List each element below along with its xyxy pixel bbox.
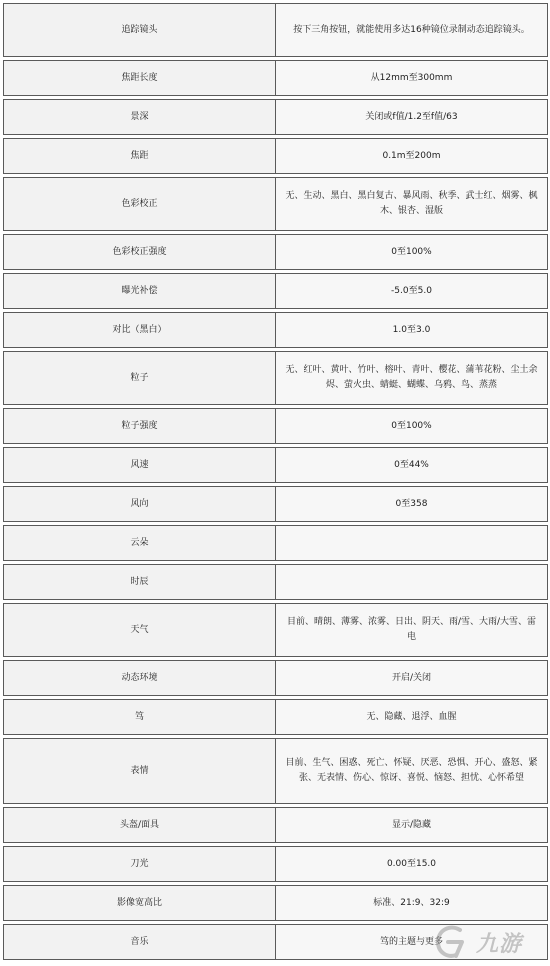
table-row	[3, 3, 548, 57]
table-row	[3, 738, 548, 804]
table-row	[3, 99, 548, 135]
table-row	[3, 699, 548, 735]
row-label: 风速	[3, 447, 275, 483]
row-value: 开启/关闭	[275, 660, 548, 696]
row-label: 刀光	[3, 846, 275, 882]
row-label: 粒子强度	[3, 408, 275, 444]
row-label: 景深	[3, 99, 275, 135]
row-label: 色彩校正强度	[3, 234, 275, 270]
row-label: 表情	[3, 738, 275, 804]
table-row	[3, 486, 548, 522]
row-label: 焦距	[3, 138, 275, 174]
row-value	[275, 564, 548, 600]
table-row	[3, 60, 548, 96]
row-label: 云朵	[3, 525, 275, 561]
table-row	[3, 138, 548, 174]
table-row	[3, 177, 548, 231]
row-label: 影像宽高比	[3, 885, 275, 921]
row-label: 对比（黑白）	[3, 312, 275, 348]
watermark-text: 九游	[476, 931, 523, 957]
table-row	[3, 603, 548, 657]
row-value	[275, 525, 548, 561]
row-value: -5.0至5.0	[275, 273, 548, 309]
row-label: 风向	[3, 486, 275, 522]
row-label: 天气	[3, 603, 275, 657]
table-row	[3, 525, 548, 561]
row-value: 无、隐藏、退浮、血腥	[275, 699, 548, 735]
table-body	[3, 3, 548, 960]
table-row	[3, 885, 548, 921]
table-row	[3, 351, 548, 405]
table-row	[3, 312, 548, 348]
row-value: 无、红叶、黄叶、竹叶、榕叶、青叶、樱花、蒲苇花粉、尘土余烬、萤火虫、蜻蜓、蝴蝶、乌鸦、鸟、蒸蒸	[275, 351, 548, 405]
watermark	[432, 922, 544, 962]
row-value: 0至100%	[275, 408, 548, 444]
row-value: 标准、21:9、32:9	[275, 885, 548, 921]
row-value: 0.00至15.0	[275, 846, 548, 882]
table-row	[3, 408, 548, 444]
row-value: 按下三角按钮，就能使用多达16种镜位录制动态追踪镜头。	[275, 3, 548, 57]
row-value: 关闭或f值/1.2至f值/63	[275, 99, 548, 135]
table-row	[3, 807, 548, 843]
row-value: 0至100%	[275, 234, 548, 270]
row-label: 粒子	[3, 351, 275, 405]
table-row	[3, 846, 548, 882]
row-label: 追踪镜头	[3, 3, 275, 57]
row-value: 无、生动、黑白、黑白复古、暴风雨、秋季、武士红、烟雾、枫木、银杏、湿版	[275, 177, 548, 231]
row-label: 曝光补偿	[3, 273, 275, 309]
jiuyou-logo-icon	[432, 922, 472, 962]
table-row	[3, 564, 548, 600]
row-label: 焦距长度	[3, 60, 275, 96]
row-value: 显示/隐藏	[275, 807, 548, 843]
table-row	[3, 660, 548, 696]
row-value: 0至358	[275, 486, 548, 522]
row-label: 音乐	[3, 924, 275, 960]
row-value: 0.1m至200m	[275, 138, 548, 174]
row-label: 时辰	[3, 564, 275, 600]
row-value: 1.0至3.0	[275, 312, 548, 348]
row-label: 动态环境	[3, 660, 275, 696]
row-value: 笃的主题与更多	[275, 924, 548, 960]
row-label: 笃	[3, 699, 275, 735]
row-value: 目前、生气、困惑、死亡、怀疑、厌恶、恐惧、开心、盛怒、紧张、无表情、伤心、惊讶、喜悦、恼怒、担忧、心怀希望	[275, 738, 548, 804]
table-row	[3, 447, 548, 483]
photo-mode-spec-table	[3, 0, 548, 963]
row-value: 从12mm至300mm	[275, 60, 548, 96]
table-row	[3, 273, 548, 309]
row-value: 目前、晴朗、薄雾、浓雾、日出、阴天、雨/雪、大雨/大雪、雷电	[275, 603, 548, 657]
row-label: 头盔/面具	[3, 807, 275, 843]
row-label: 色彩校正	[3, 177, 275, 231]
row-value: 0至44%	[275, 447, 548, 483]
table-row	[3, 234, 548, 270]
